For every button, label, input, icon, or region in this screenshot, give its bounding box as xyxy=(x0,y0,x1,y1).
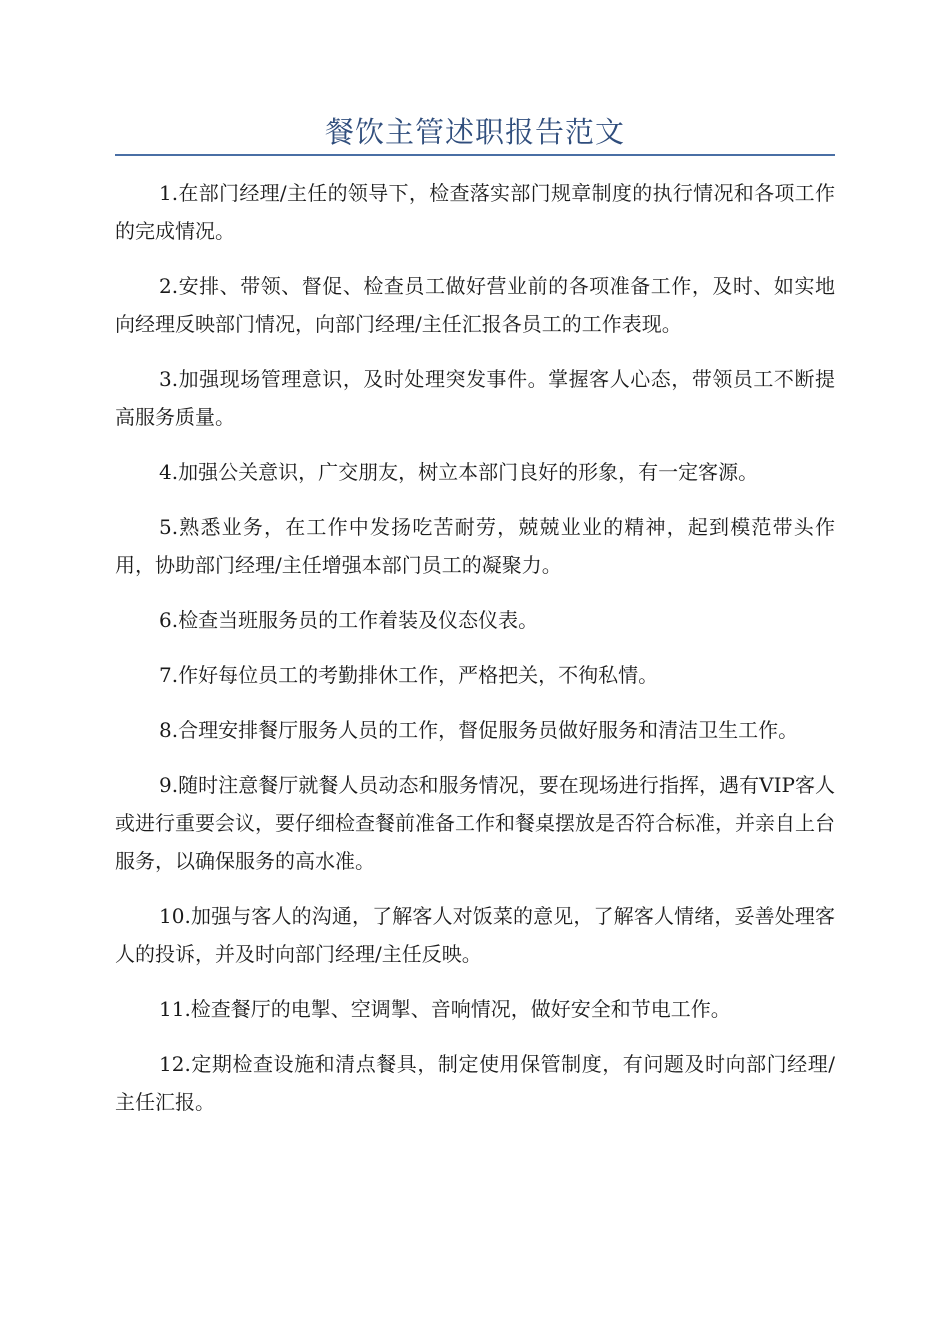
paragraph-3: 3.加强现场管理意识，及时处理突发事件。掌握客人心态，带领员工不断提高服务质量。 xyxy=(115,367,835,429)
paragraph-10: 10.加强与客人的沟通，了解客人对饭菜的意见，了解客人情绪，妥善处理客人的投诉，并及时向部门经理/主任反映。 xyxy=(115,904,835,966)
document-body xyxy=(115,174,835,1138)
paragraph-12: 12.定期检查设施和清点餐具，制定使用保管制度，有问题及时向部门经理/主任汇报。 xyxy=(115,1052,835,1114)
paragraph-5: 5.熟悉业务，在工作中发扬吃苦耐劳，兢兢业业的精神，起到模范带头作用，协助部门经理/主任增强本部门员工的凝聚力。 xyxy=(115,515,835,577)
paragraph-11: 11.检查餐厅的电掣、空调掣、音响情况，做好安全和节电工作。 xyxy=(159,997,731,1021)
paragraph-8: 8.合理安排餐厅服务人员的工作，督促服务员做好服务和清洁卫生工作。 xyxy=(159,718,799,742)
paragraph-1: 1.在部门经理/主任的领导下，检查落实部门规章制度的执行情况和各项工作的完成情况。 xyxy=(115,181,835,243)
paragraph-7: 7.作好每位员工的考勤排休工作，严格把关，不徇私情。 xyxy=(159,663,659,687)
paragraph-4: 4.加强公关意识，广交朋友，树立本部门良好的形象，有一定客源。 xyxy=(159,460,759,484)
title-divider xyxy=(115,154,835,156)
paragraph-9: 9.随时注意餐厅就餐人员动态和服务情况，要在现场进行指挥，遇有VIP客人或进行重要会议，要仔细检查餐前准备工作和餐桌摆放是否符合标准，并亲自上台服务，以确保服务的高水准。 xyxy=(115,773,835,873)
page-title: 餐饮主管述职报告范文 xyxy=(324,115,625,149)
paragraph-6: 6.检查当班服务员的工作着装及仪态仪表。 xyxy=(159,608,539,632)
paragraph-2: 2.安排、带领、督促、检查员工做好营业前的各项准备工作，及时、如实地向经理反映部门情况，向部门经理/主任汇报各员工的工作表现。 xyxy=(115,274,835,336)
